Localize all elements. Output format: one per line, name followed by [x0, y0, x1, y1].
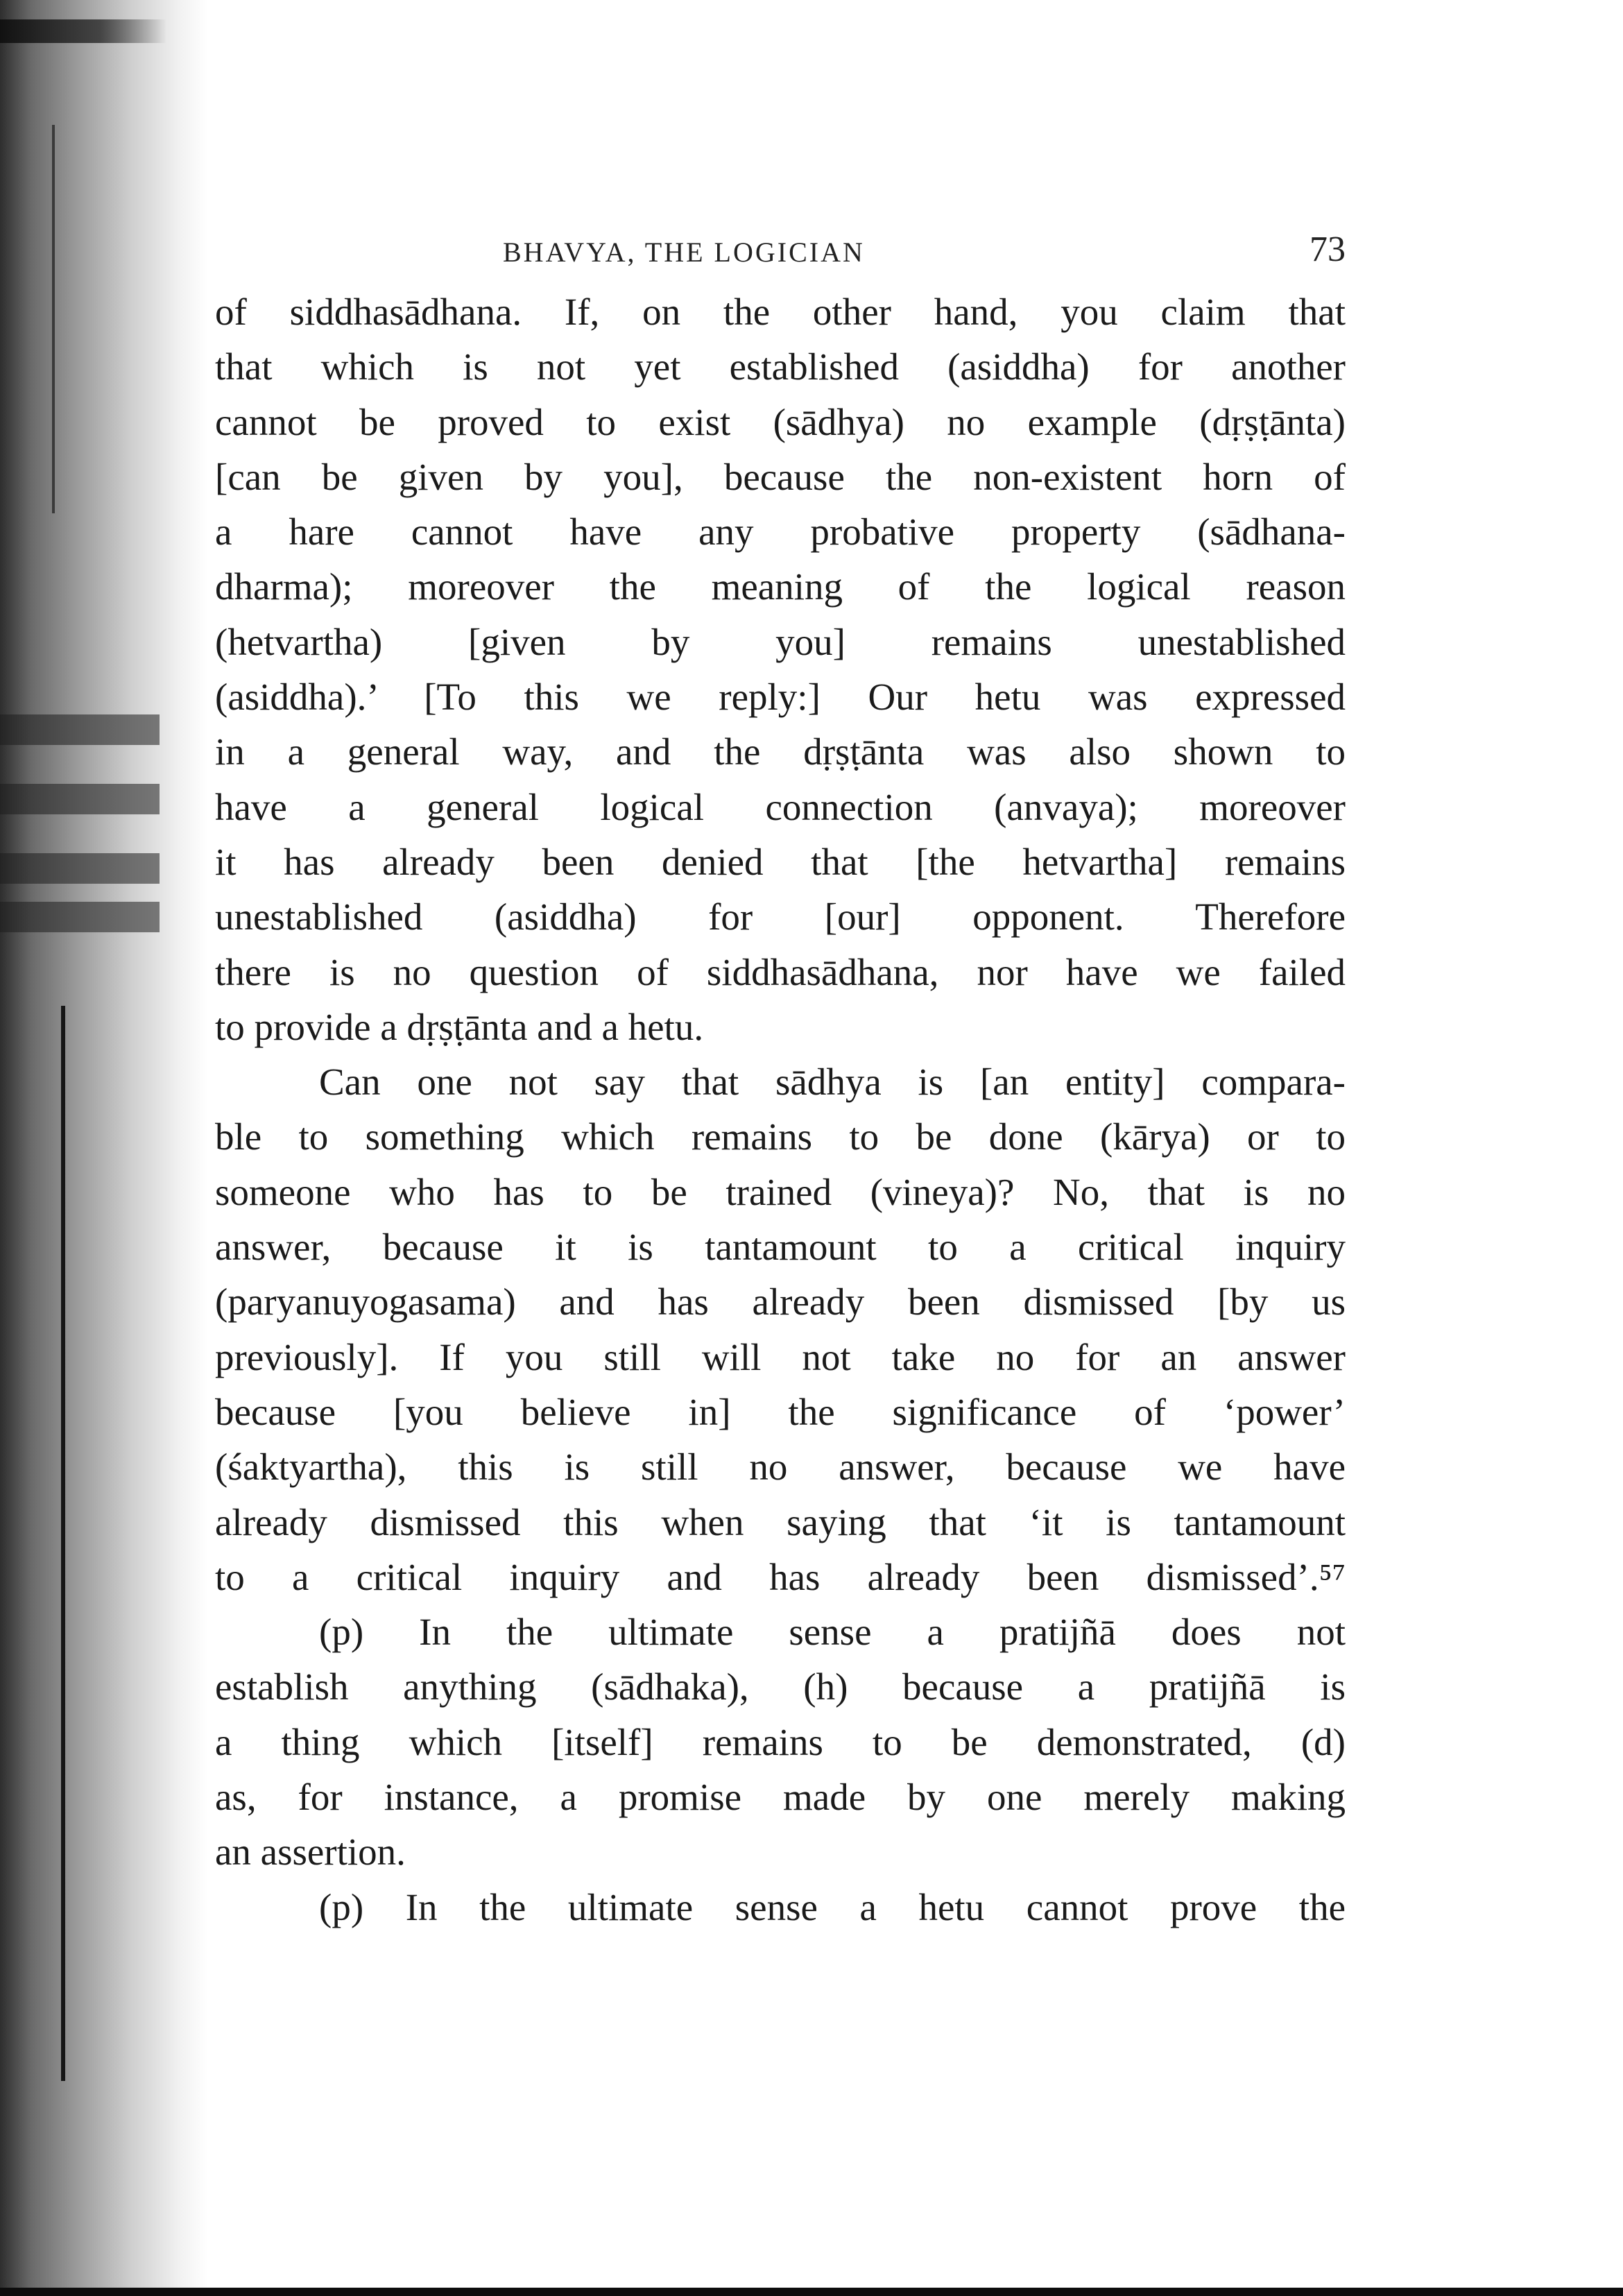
text-line: an assertion. — [215, 1831, 406, 1874]
text-line: (hetvartha) [given by you] remains unestablished — [215, 620, 1346, 663]
text-line: ble to something which remains to be done (kārya) or to — [215, 1115, 1346, 1158]
paragraph-start-line: (p) In the ultimate sense a pratijñā does not — [319, 1611, 1346, 1654]
text-line: dharma); moreover the meaning of the logical reason — [215, 565, 1346, 608]
text-line: as, for instance, a promise made by one merely making — [215, 1776, 1346, 1819]
text-line: establish anything (sādhaka), (h) because a pratijñā is — [215, 1665, 1346, 1708]
running-title: BHAVYA, THE LOGICIAN — [503, 237, 865, 268]
page-number: 73 — [1309, 230, 1346, 269]
text-line: because [you believe in] the significance of ‘power’ — [215, 1390, 1346, 1433]
text-line: someone who has to be trained (vineya)? No, that is no — [215, 1170, 1346, 1213]
text-line: to a critical inquiry and has already been dismissed’.⁵⁷ — [215, 1555, 1346, 1598]
text-line: of siddhasādhana. If, on the other hand, you claim that — [215, 291, 1346, 333]
scan-bottom-edge — [0, 2288, 1623, 2296]
text-line: cannot be proved to exist (sādhya) no example (dṛṣṭānta) — [215, 400, 1346, 443]
body-text — [215, 284, 1346, 1935]
scan-corner-mark — [0, 19, 166, 43]
text-line: to provide a dṛṣṭānta and a hetu. — [215, 1005, 704, 1048]
scan-smudge — [0, 902, 160, 932]
binding-edge-line — [52, 125, 55, 513]
paragraph-start-line: (p) In the ultimate sense a hetu cannot prove the — [319, 1885, 1346, 1928]
text-line: it has already been denied that [the hetvartha] remains — [215, 840, 1346, 883]
scan-smudge — [0, 714, 160, 745]
running-head — [215, 229, 1346, 284]
scan-smudge — [0, 784, 160, 814]
text-line: already dismissed this when saying that ‘it is tantamount — [215, 1500, 1346, 1543]
text-line: (paryanuyogasama) and has already been dismissed [by us — [215, 1280, 1346, 1323]
text-line: [can be given by you], because the non-existent horn of — [215, 455, 1346, 498]
text-line: (śaktyartha), this is still no answer, because we have — [215, 1446, 1346, 1489]
text-line: there is no question of siddhasādhana, nor have we failed — [215, 950, 1346, 993]
text-line: answer, because it is tantamount to a critical inquiry — [215, 1226, 1346, 1269]
text-line: unestablished (asiddha) for [our] opponent. Therefore — [215, 896, 1346, 939]
text-line: have a general logical connection (anvaya); moreover — [215, 785, 1346, 828]
paragraph-start-line: Can one not say that sādhya is [an entity] compara- — [319, 1061, 1346, 1104]
text-line: previously]. If you still will not take no for an answer — [215, 1335, 1346, 1378]
text-line: that which is not yet established (asiddha) for another — [215, 345, 1346, 388]
book-page — [215, 229, 1346, 1935]
text-line: a thing which [itself] remains to be demonstrated, (d) — [215, 1720, 1346, 1763]
binding-edge-line — [61, 1006, 65, 2081]
text-line: in a general way, and the dṛṣṭānta was also shown to — [215, 730, 1346, 773]
binding-gutter-shadow — [0, 0, 208, 2296]
text-line: a hare cannot have any probative property (sādhana- — [215, 511, 1346, 554]
text-line: (asiddha).’ [To this we reply:] Our hetu was expressed — [215, 676, 1346, 719]
scan-smudge — [0, 853, 160, 884]
